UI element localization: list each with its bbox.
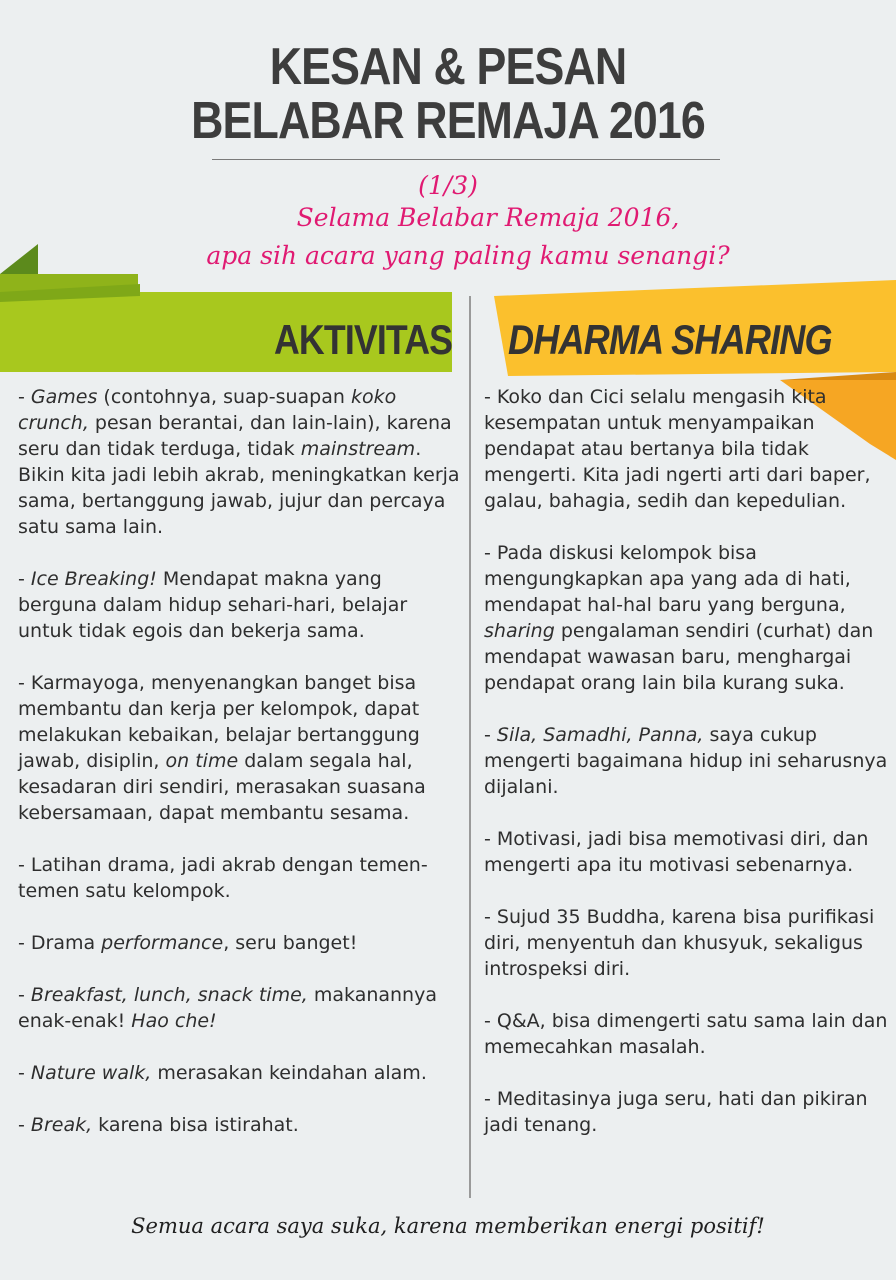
list-item [484, 1086, 890, 1138]
list-item-text: - [18, 568, 31, 590]
list-item-text: koko crunch, [18, 386, 397, 434]
list-item-text: - Q&A, bisa dimengerti satu sama lain dan memecahkan masalah. [484, 1010, 888, 1058]
list-item [18, 1112, 463, 1138]
heading-aktivitas: AKTIVITAS [274, 316, 453, 363]
list-item-text: - Koko dan Cici selalu mengasih kita kesempatan untuk menyampaikan pendapat atau bertanya bila tidak mengerti. Kita jadi ngerti arti dari baper, galau, bahagia, sedih dan kepedulian. [484, 386, 871, 512]
list-item-text: - [18, 1062, 31, 1084]
list-item-text: Sila, Samadhi, Panna, [496, 724, 704, 746]
list-item-text: karena bisa istirahat. [92, 1114, 299, 1136]
dharma-sharing-column [484, 384, 890, 1164]
list-item-text: Breakfast, lunch, snack time, [30, 984, 308, 1006]
title-line-2: BELABAR REMAJA 2016 [191, 92, 705, 150]
list-item [18, 670, 463, 826]
list-item [484, 384, 890, 514]
list-item-text: Mendapat makna yang berguna dalam hidup sehari-hari, belajar untuk tidak egois dan bekerja sama. [18, 568, 408, 642]
list-item [484, 826, 890, 878]
list-item-text: (contohnya, suap-suapan [97, 386, 351, 408]
list-item [484, 722, 890, 800]
list-item-text: - Meditasinya juga seru, hati dan pikiran jadi tenang. [484, 1088, 868, 1136]
list-item-text: Nature walk, [30, 1062, 152, 1084]
list-item-text: - [484, 724, 497, 746]
list-item-text: merasakan keindahan alam. [151, 1062, 427, 1084]
question-line-2: apa sih acara yang paling kamu senangi? [206, 241, 730, 270]
list-item-text: - Latihan drama, jadi akrab dengan temen-temen satu kelompok. [18, 854, 428, 902]
footer-note: Semua acara saya suka, karena memberikan energi positif! [131, 1214, 765, 1238]
list-item-text: pengalaman sendiri (curhat) dan mendapat wawasan baru, menghargai pendapat orang lain bila kurang suka. [484, 620, 874, 694]
question-line-1: Selama Belabar Remaja 2016, [296, 203, 680, 232]
list-item-text: pesan berantai, dan lain-lain), karena seru dan tidak terduga, tidak [18, 412, 452, 460]
list-item-text: saya cukup mengerti bagaimana hidup ini seharusnya dijalani. [484, 724, 888, 798]
list-item-text: Ice Breaking! [30, 568, 157, 590]
list-item-text: Hao che! [131, 1010, 217, 1032]
list-item-text: Break, [30, 1114, 93, 1136]
list-item [484, 904, 890, 982]
list-item-text: - Sujud 35 Buddha, karena bisa purifikasi diri, menyentuh dan khusyuk, sekaligus introspeksi diri. [484, 906, 875, 980]
title-line-1: KESAN & PESAN [269, 38, 627, 96]
heading-dharma-sharing: DHARMA SHARING [508, 316, 832, 363]
list-item-text: . Bikin kita jadi lebih akrab, meningkatkan kerja sama, bertanggung jawab, jujur dan percaya satu sama lain. [18, 438, 460, 538]
list-item-text: makanannya enak-enak! [18, 984, 437, 1032]
list-item-text: - Motivasi, jadi bisa memotivasi diri, dan mengerti apa itu motivasi sebenarnya. [484, 828, 869, 876]
list-item [18, 930, 463, 956]
list-item-text: - Drama [18, 932, 102, 954]
list-item [484, 540, 890, 696]
list-item-text: , seru banget! [223, 932, 358, 954]
list-item [18, 852, 463, 904]
page-indicator: (1/3) [418, 171, 478, 200]
list-item [18, 1060, 463, 1086]
list-item [18, 384, 463, 540]
list-item [18, 566, 463, 644]
list-item-text: - Pada diskusi kelompok bisa mengungkapkan apa yang ada di hati, mendapat hal-hal baru yang berguna, [484, 542, 851, 616]
list-item-text: dalam segala hal, kesadaran diri sendiri, merasakan suasana kebersamaan, dapat membantu sesama. [18, 750, 426, 824]
list-item-text: sharing [484, 620, 555, 642]
list-item [18, 982, 463, 1034]
aktivitas-column [18, 384, 463, 1164]
list-item-text: mainstream [300, 438, 416, 460]
list-item-text: - [18, 984, 31, 1006]
list-item-text: Games [30, 386, 98, 408]
list-item-text: on time [165, 750, 239, 772]
list-item-text: - [18, 386, 31, 408]
list-item-text: - Karmayoga, menyenangkan banget bisa membantu dan kerja per kelompok, dapat melakukan kebaikan, belajar bertanggung jawab, disiplin, [18, 672, 420, 772]
list-item [484, 1008, 890, 1060]
column-divider [469, 296, 471, 1198]
title-divider [212, 159, 720, 160]
list-item-text: performance [101, 932, 224, 954]
list-item-text: - [18, 1114, 31, 1136]
